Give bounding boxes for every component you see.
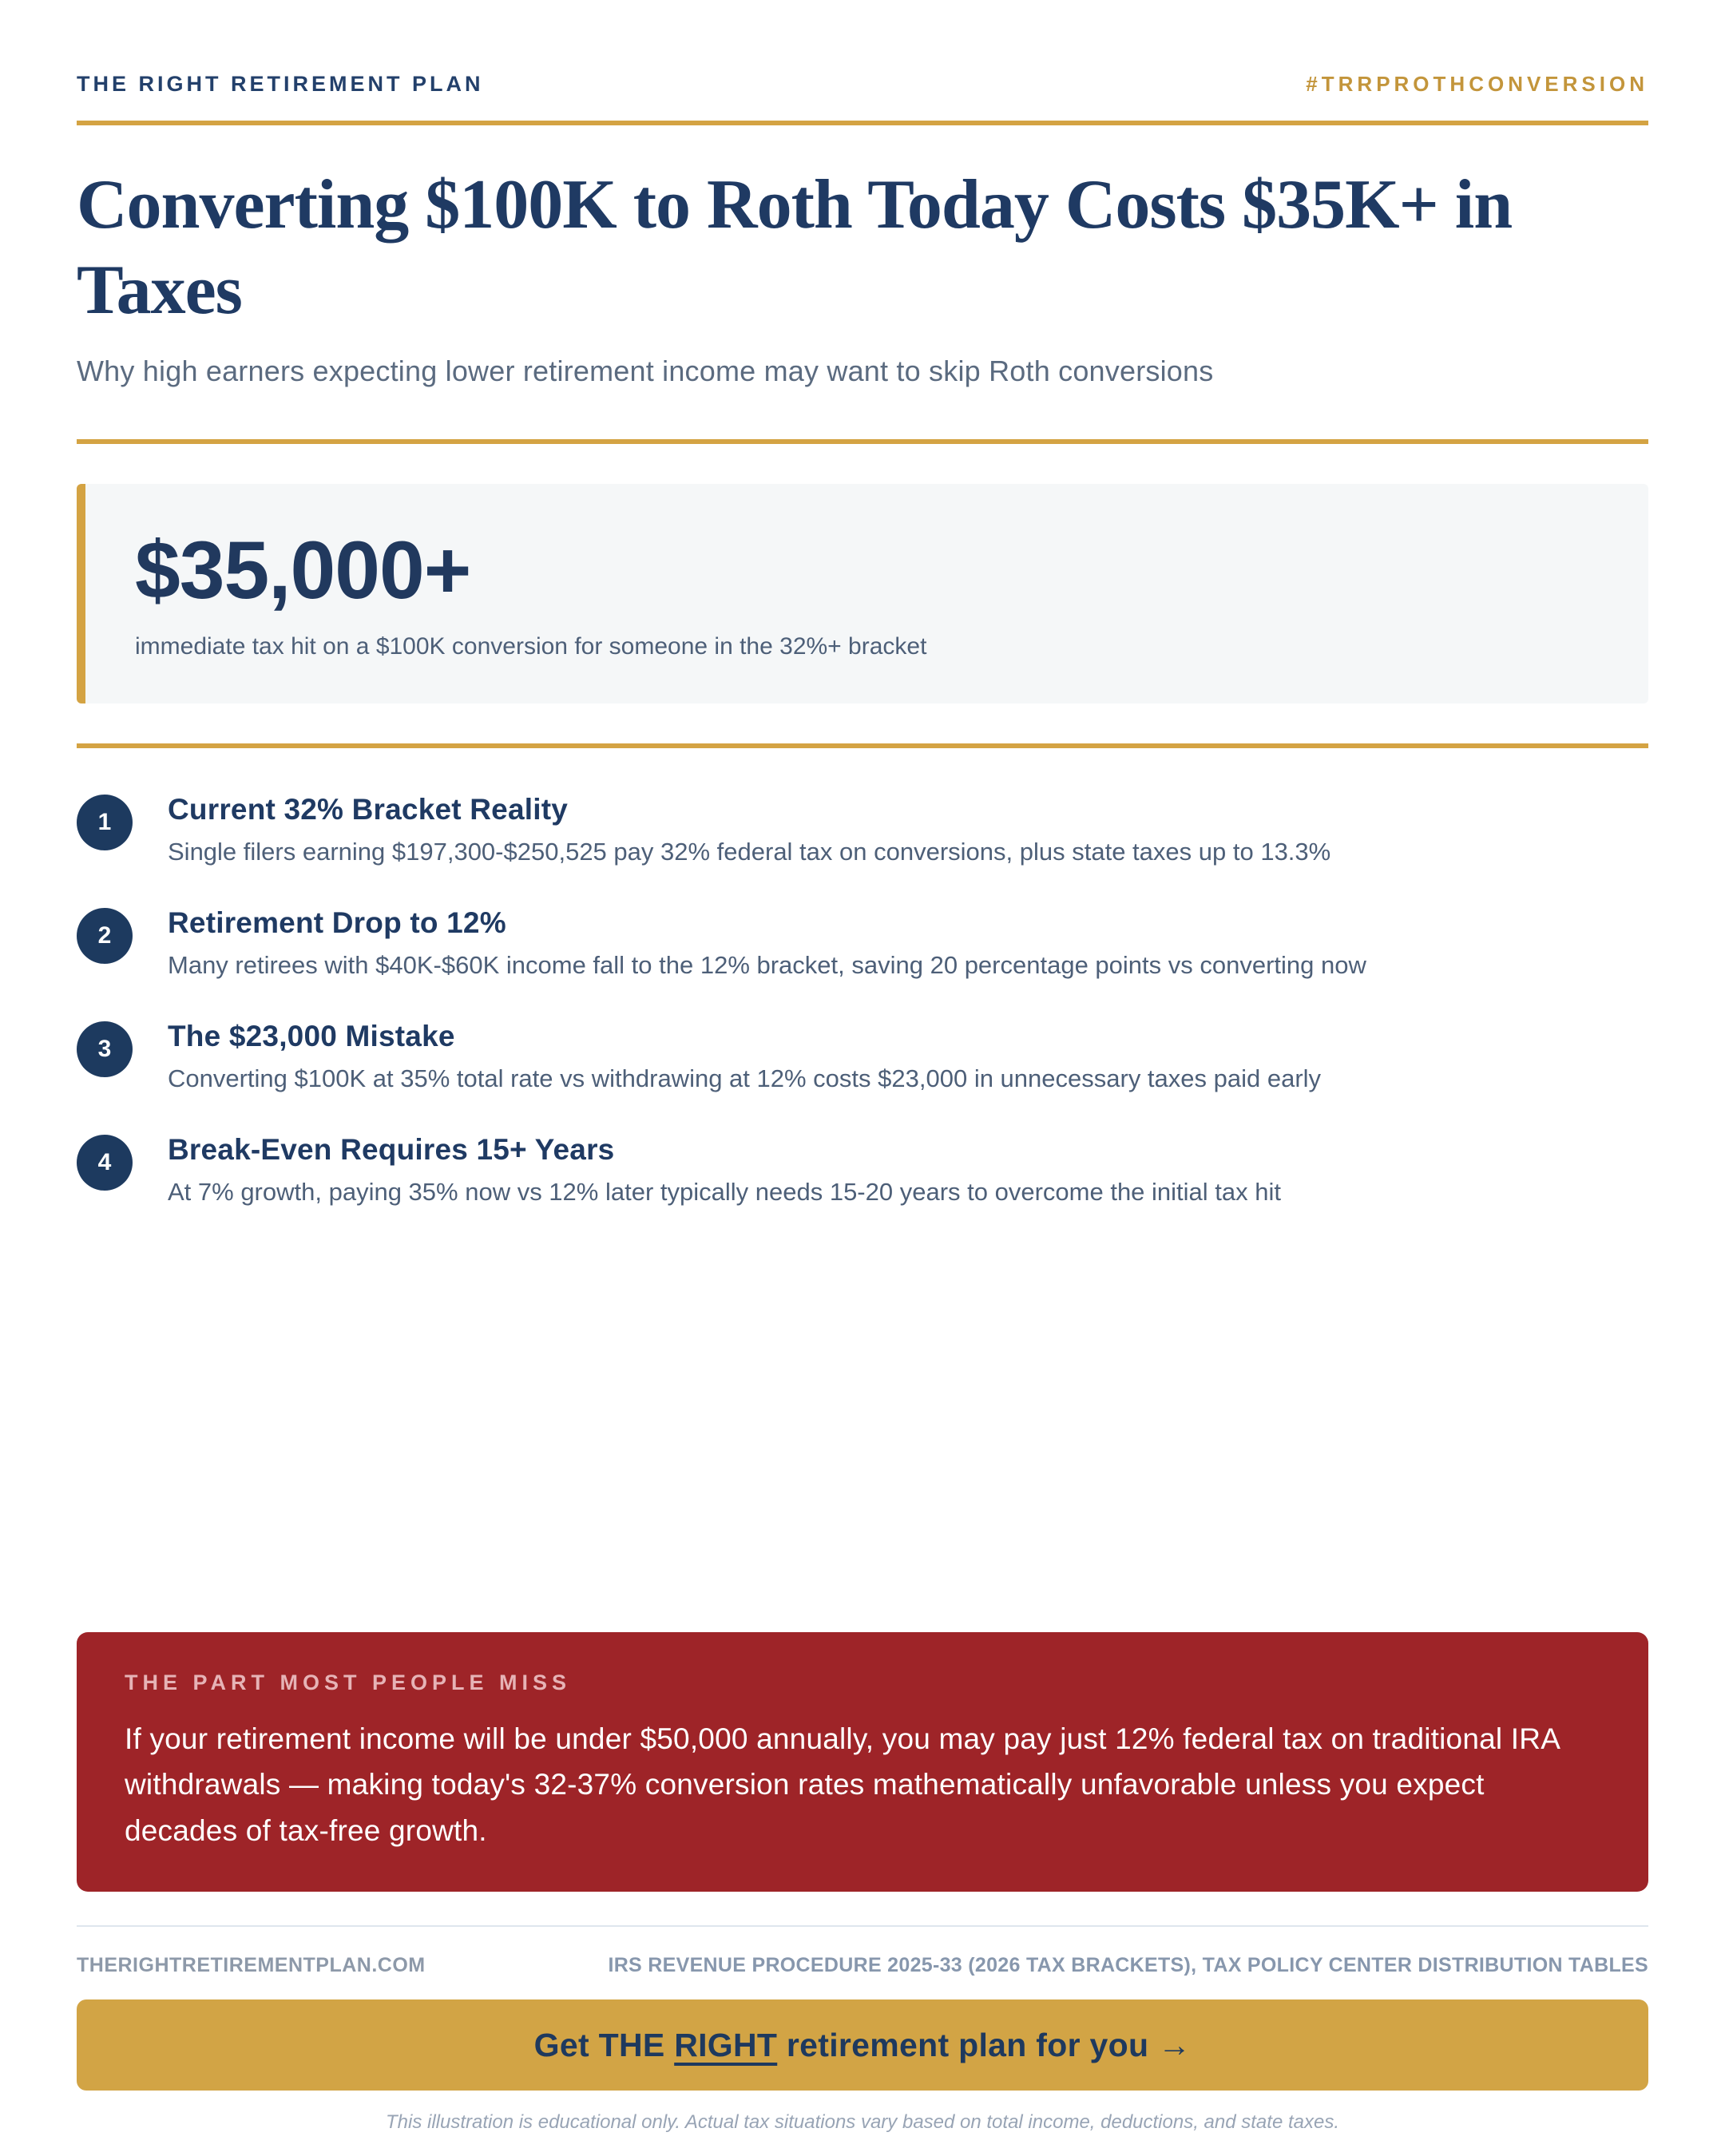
cta-underlined-word: RIGHT	[674, 2026, 778, 2063]
list-item	[77, 1020, 1648, 1093]
cta-prefix: Get THE	[533, 2026, 675, 2063]
topbar	[77, 72, 1648, 97]
gold-divider-top	[77, 121, 1648, 125]
number-badge: 4	[77, 1135, 133, 1191]
point-text	[168, 793, 1330, 866]
page-subtitle: Why high earners expecting lower retirement income may want to skip Roth conversions	[77, 354, 1214, 387]
hashtag-label: #TRRPROTHCONVERSION	[1306, 72, 1648, 96]
gold-divider-above-stat	[77, 439, 1648, 444]
number-badge: 1	[77, 795, 133, 850]
page-title: Converting $100K to Roth Today Costs $35K+ in Taxes	[77, 166, 1513, 330]
number-badge: 3	[77, 1021, 133, 1077]
point-title: Retirement Drop to 12%	[168, 906, 506, 939]
point-title: Current 32% Bracket Reality	[168, 792, 568, 826]
callout-label: THE PART MOST PEOPLE MISS	[125, 1670, 572, 1694]
point-text	[168, 906, 1366, 980]
cta-button-label	[534, 2027, 1192, 2064]
point-text	[168, 1133, 1281, 1207]
list-item	[77, 793, 1648, 866]
list-item	[77, 906, 1648, 980]
point-title: The $23,000 Mistake	[168, 1019, 455, 1052]
point-body: At 7% growth, paying 35% now vs 12% later typically needs 15-20 years to overcome the initial tax hit	[168, 1177, 1282, 1206]
callout-box	[77, 1632, 1648, 1892]
numbered-points-list	[77, 793, 1648, 1207]
point-body: Single filers earning $197,300-$250,525 pay 32% federal tax on conversions, plus state taxes up to 13.3%	[168, 837, 1331, 866]
stat-value: $35,000+	[135, 524, 471, 616]
footer-sources: IRS REVENUE PROCEDURE 2025-33 (2026 TAX BRACKETS), TAX POLICY CENTER DISTRIBUTION TABLES	[608, 1954, 1648, 1976]
number-badge: 2	[77, 908, 133, 964]
footer-site-url: THERIGHTRETIREMENTPLAN.COM	[77, 1954, 426, 1976]
point-body: Many retirees with $40K-$60K income fall to the 12% bracket, saving 20 percentage points vs converting now	[168, 950, 1366, 979]
footer-divider	[77, 1925, 1648, 1927]
point-title: Break-Even Requires 15+ Years	[168, 1132, 615, 1166]
point-body: Converting $100K at 35% total rate vs withdrawing at 12% costs $23,000 in unnecessary taxes paid early	[168, 1064, 1322, 1092]
stat-caption: immediate tax hit on a $100K conversion for someone in the 32%+ bracket	[135, 632, 927, 660]
whitespace-spacer	[77, 1207, 1648, 1632]
callout-body: If your retirement income will be under $50,000 annually, you may pay just 12% federal tax on traditional IRA withdrawals — making today's 32-37% conversion rates mathematically unfavorable unless you expect decades of tax-free growth.	[125, 1722, 1560, 1847]
point-text	[168, 1020, 1321, 1093]
cta-suffix: retirement plan for you →	[777, 2026, 1192, 2063]
cta-button[interactable]	[77, 1999, 1648, 2091]
gold-divider-below-stat	[77, 743, 1648, 748]
footer-row	[77, 1954, 1648, 1977]
list-item	[77, 1133, 1648, 1207]
brand-name: THE RIGHT RETIREMENT PLAN	[77, 72, 484, 96]
stat-highlight-box	[77, 484, 1648, 703]
disclaimer-text: This illustration is educational only. Actual tax situations vary based on total income, deductions, and state taxes.	[386, 2111, 1339, 2133]
